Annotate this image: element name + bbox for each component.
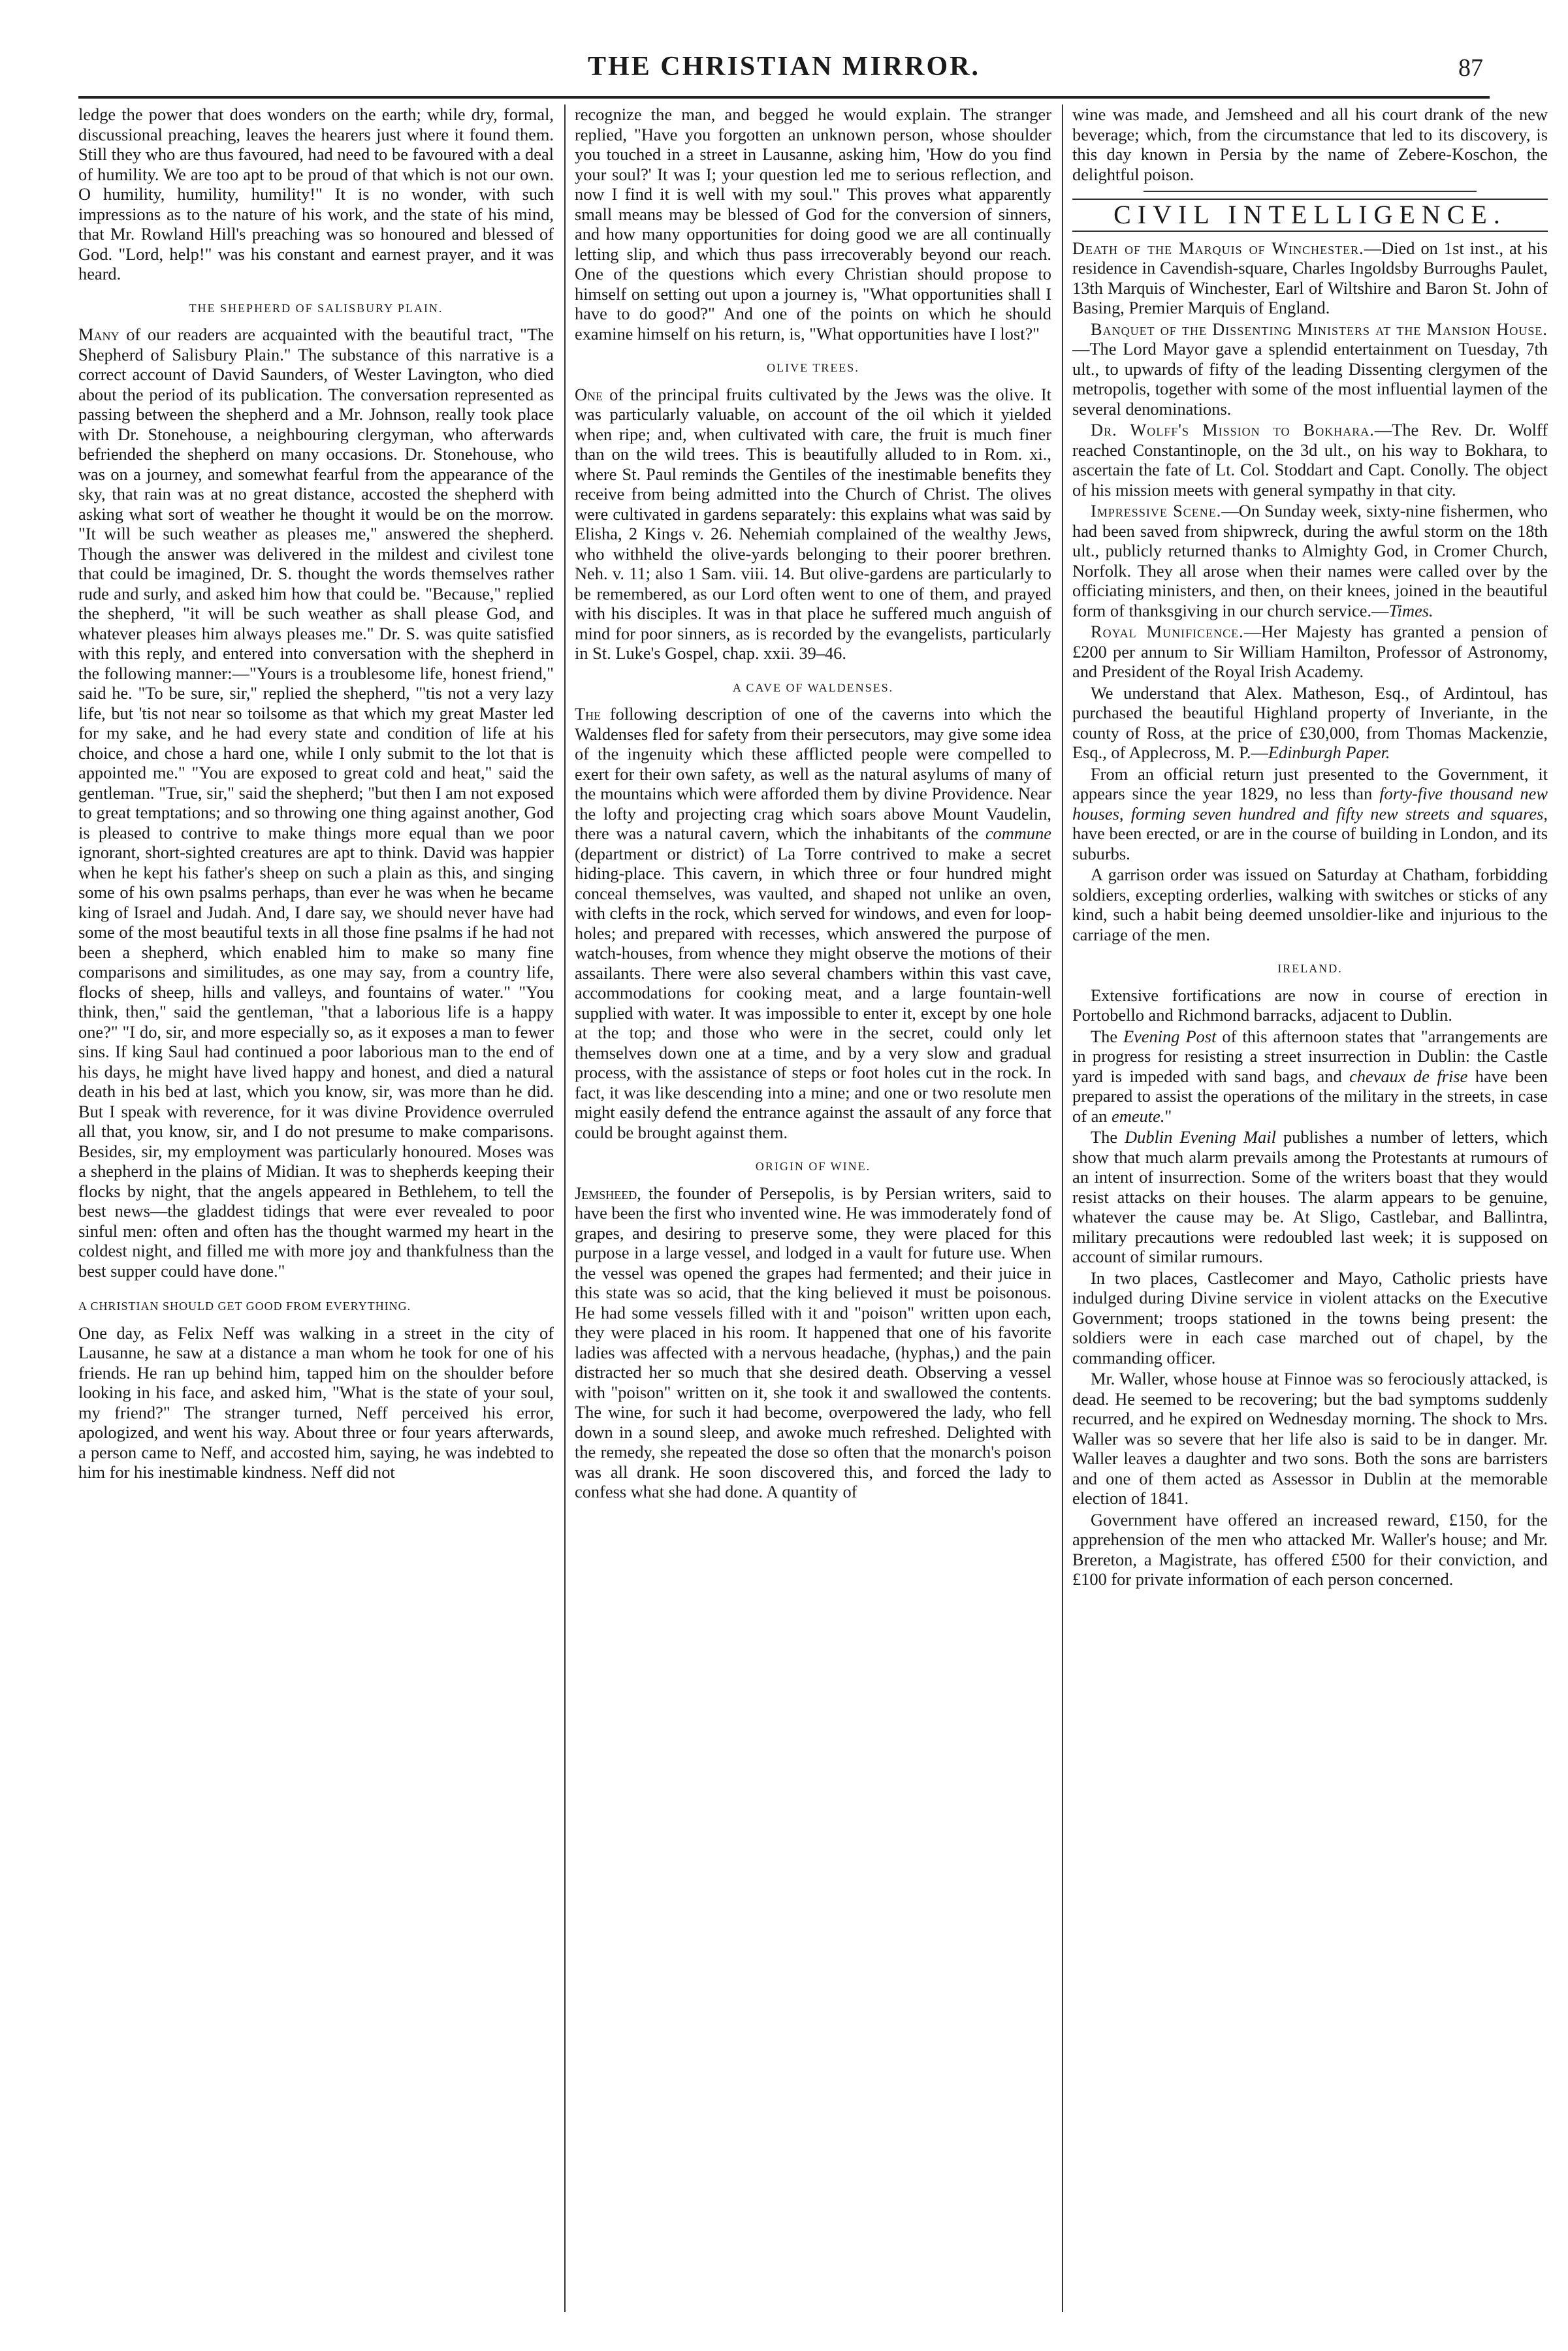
scene-source: Times.: [1388, 600, 1433, 620]
return-text-a: From an official return just presented to the Government, it appears since the year 1829, no less than: [1072, 763, 1548, 803]
wine-article-cont: wine was made, and Jemsheed and all his court drank of the new beverage; which, from the circumstance that led to its discovery, is this day known in Persia by the name of Zebere-Koschon, the delightful poison.: [1072, 104, 1548, 184]
return-text-b: have been erected, or are in the course of building in London, and its suburbs.: [1072, 824, 1548, 863]
cave-lead-word: The: [575, 704, 601, 724]
running-title: THE CHRISTIAN MIRROR.: [588, 52, 980, 82]
castlecomer-item: In two places, Castlecomer and Mayo, Catholic priests have indulged during Divine service in violent attacks on the Executive Government; troops stationed in the towns being present: the soldiers were in each case marched out of chapel, by the commanding officer.: [1072, 1268, 1548, 1367]
neff-article-cont: recognize the man, and begged he would explain. The stranger replied, "Have you forgotten an unknown person, whose shoulder you touched in a street in Lausanne, asking him, 'How do you find your soul?' It was I; your question led me to serious reflection, and now I find it is well with my soul." This proves what apparently small means may be blessed of God for the conversion of sinners, and how many opportunities for doing good we are all continually letting slip, and which thus pass irrecoverably beyond our reach. One of the questions which every Christian should propose to himself on setting out upon a journey is, "What opportunities shall I have to do good?" And one of the points on which he should examine himself on his return, is, "What opportunities have I lost?": [575, 104, 1051, 344]
royal-lead: Royal Munificence.: [1091, 622, 1244, 641]
evening-post-item: The Evening Post of this afternoon states that "arrangements are in progress for resisting a street insurrection in Dublin: the Castle yard is impeded with sand bags, and chevaux de frise have been prepared to assist the operations of the military in the streets, in case of an emeute.": [1072, 1026, 1548, 1126]
post-b: of this afternoon states that "arrangements are in progress for resisting a street insurrection in Dublin: the Castle yard is impeded with sand bags, and: [1072, 1026, 1548, 1086]
wolff-text: —The Rev. Dr. Wolff reached Constantinople, on the 3d ult., on his way to Bokhara, to ascertain the fate of Lt. Col. Stoddart and Capt. Conolly. The object of his mission meets with general sympathy in that city.: [1072, 420, 1548, 500]
wolff-item: [1072, 420, 1548, 500]
column-3: [1072, 104, 1548, 2325]
royal-item: [1072, 622, 1548, 682]
post-title: Evening Post: [1123, 1026, 1217, 1046]
evening-mail-item: [1072, 1127, 1548, 1267]
mail-title: Dublin Evening Mail: [1125, 1127, 1276, 1147]
page-header: [78, 39, 1490, 91]
post-italic: chevaux de frise: [1349, 1066, 1468, 1086]
mail-a: The: [1091, 1127, 1118, 1147]
shepherd-lead-word: Many: [78, 325, 120, 344]
return-italic: forty-five thousand new houses, forming seven hundred and fifty new streets and squares,: [1072, 784, 1548, 824]
shepherd-article: [78, 325, 554, 1281]
mail-b: publishes a number of letters, which show that much alarm prevails among the Protestants at rumours of an intent of insurrection. Some of the writers boast that they would resist attacks on their houses. The alarm appears to be genuine, whatever the cause may be. At Sligo, Castlebar, and Ballintra, military precautions were redoubled last week; it is supposed on account of similar rumours.: [1072, 1127, 1548, 1266]
winchester-lead: Death of the Marquis of Winchester.: [1072, 238, 1364, 258]
matheson-source: Edinburgh Paper.: [1268, 743, 1390, 762]
civil-intelligence-heading: CIVIL INTELLIGENCE.: [1072, 199, 1548, 232]
olive-lead-word: One: [575, 384, 603, 404]
reward-item: Government have offered an increased reward, £150, for the apprehension of the men who attacked Mr. Waller's house; and Mr. Brereton, a Magistrate, has offered £500 for their conviction, and £100 for private information of each person concerned.: [1072, 1509, 1548, 1589]
heading-cave: A CAVE OF WALDENSES.: [732, 680, 894, 694]
winchester-text: —Died on 1st inst., at his residence in Cavendish-square, Charles Ingoldsby Burroughs Paulet, 13th Marquis of Winchester, Earl of Wiltshire and Baron St. John of Basing, Premier Marquis of England.: [1072, 238, 1548, 317]
hill-article-end: ledge the power that does wonders on the earth; while dry, formal, discussional preaching, leaves the hearers just where it found them. Still they who are thus favoured, had need to be favoured with a deal of humility. We are too apt to be proud of that which is not our own. O humility, humility, humility!" It is no wonder, with such impressions as to the nature of his work, and the state of his mind, that Mr. Rowland Hill's preaching was so honoured and blessed of God. "Lord, help!" was his constant and earnest prayer, and it was heard.: [78, 104, 554, 283]
cave-text-2: (department or district) of La Torre contrived to make a secret hiding-place. This cavern, in which three or four hundred might conceal themselves, was vaulted, and shaped not unlike an oven, with clefts in the rock, which served for windows, and even for loop-holes; and prepared with recesses, which answered the purpose of watch-houses, from whence they might observe the motions of their assailants. There were also several chambers within this vast cave, accommodations for cooking meat, and a large fountain-well supplied with water. It was impossible to enter it, except by one hole at the top; and those who were in the secret, could only let themselves down one at a time, and by a very slow and gradual process, with the assistance of steps or foot holes cut in the rock. In fact, it was like descending into a mine; and one or two resolute men might easily defend the entrance against the assault of any force that could be brought against them.: [575, 843, 1051, 1142]
heading-shepherd: THE SHEPHERD OF SALISBURY PLAIN.: [189, 301, 443, 315]
matheson-text: We understand that Alex. Matheson, Esq., of Ardintoul, has purchased the beautiful Highland property of Inveriante, in the county of Ross, at the price of £30,000, from Thomas Mackenzie, Esq., of Applecross, M. P.—: [1072, 682, 1548, 762]
banquet-item: [1072, 319, 1548, 419]
column-rule-right: [1062, 104, 1063, 2312]
heading-olive-trees: OLIVE TREES.: [767, 361, 859, 374]
column-1: [78, 104, 554, 2325]
page-number: 87: [1458, 54, 1483, 82]
cave-article: [575, 704, 1051, 1142]
banquet-text: —The Lord Mayor gave a splendid entertainment on Tuesday, 7th ult., to upwards of fifty of the leading Dissenting clergymen of the metropolis, together with some of the most influential laymen of the several denominations.: [1072, 339, 1548, 419]
scene-lead: Impressive Scene.: [1091, 501, 1222, 520]
wine-article: [575, 1183, 1051, 1502]
post-emeute: emeute.: [1112, 1106, 1165, 1126]
fortifications-item: Extensive fortifications are now in course of erection in Portobello and Richmond barracks, adjacent to Dublin.: [1072, 985, 1548, 1025]
heading-neff: A CHRISTIAN SHOULD GET GOOD FROM EVERYTHING.: [78, 1300, 411, 1313]
olive-article: [575, 385, 1051, 664]
cave-text: following description of one of the caverns into which the Waldenses fled for safety from their persecutors, may give some idea of the ingenuity which these afflicted people were compelled to exert for their own safety, as well as the natural asylums of many of the mountains which were afforded them by divine Providence. Near the lofty and projecting crag which soars above Mount Vaudelin, there was a natural cavern, which the inhabitants of the: [575, 704, 1051, 843]
return-item: [1072, 764, 1548, 864]
cave-commune: commune: [985, 824, 1051, 843]
garrison-item: A garrison order was issued on Saturday at Chatham, forbidding soldiers, excepting orderlies, walking with switches or sticks of any kind, such a habit being deemed unsoldier-like and injurious to the carriage of the men.: [1072, 865, 1548, 944]
wine-text: the founder of Persepolis, is by Persian writers, said to have been the first who invented wine. He was immoderately fond of grapes, and desiring to preserve some, they were placed for this purpose in a large vessel, and lodged in a vault for future use. When the vessel was opened the grapes had fermented; and their juice in this state was so acid, that the king believed it must be poisonous. He had some vessels filled with it and "poison" written upon each, they were placed in his room. It happened that one of his favorite ladies was affected with a nervous headache, (hyphas,) and the pain distracted her so much that she desired death. Observing a vessel with "poison" written on it, she took it and swallowed the contents. The wine, for such it had become, overpowered the lady, who fell down in a sound sleep, and awoke much refreshed. Delighted with the remedy, she repeated the dose so often that the monarch's poison was all drank. He soon discovered this, and forced the lady to confess what she had done. A quantity of: [575, 1183, 1051, 1501]
column-rule-left: [564, 104, 566, 2312]
waller-item: Mr. Waller, whose house at Finnoe was so ferociously attacked, is dead. He seemed to be recovering; but the bad symptoms suddenly recurred, and he expired on Wednesday morning. The shock to Mrs. Waller was so severe that her life also is said to be in danger. Mr. Waller leaves a daughter and two sons. Both the sons are barristers and one of them acted as Assessor in Dublin at the memorable election of 1841.: [1072, 1369, 1548, 1508]
header-rule: [78, 96, 1490, 99]
banquet-lead: Banquet of the Dissenting Ministers at the Mansion House.: [1091, 319, 1548, 339]
scene-item: [1072, 501, 1548, 620]
scene-text: —On Sunday week, sixty-nine fishermen, who had been saved from shipwreck, during the awful storm on the 18th ult., publicly returned thanks to Almighty God, in Cromer Church, Norfolk. They all arose when their names were called over by the officiating ministers, and then, on their knees, joined in the beautiful form of thanksgiving in our church service.—: [1072, 501, 1548, 620]
heading-ireland: IRELAND.: [1277, 962, 1343, 975]
column-2: [575, 104, 1051, 2325]
heading-origin-of-wine: ORIGIN OF WINE.: [755, 1160, 871, 1173]
post-a: The: [1091, 1026, 1118, 1046]
royal-text: —Her Majesty has granted a pension of £200 per annum to Sir William Hamilton, Professor of Astronomy, and President of the Royal Irish Academy.: [1072, 622, 1548, 681]
shepherd-text: of our readers are acquainted with the beautiful tract, "The Shepherd of Salisbury Plain." The substance of this narrative is a correct account of David Saunders, of Wester Lavington, who died about the period of its publication. The conversation represented as passing between the shepherd and a Mr. Johnson, really took place with Dr. Stonehouse, a neighbouring clergyman, who afterwards befriended the shepherd on many occasions. Dr. Stonehouse, who was on a journey, and somewhat fearful from the appearance of the sky, that rain was at no great distance, accosted the shepherd with asking what sort of weather he thought it would be on the morrow. "It will be such weather as pleases me," answered the shepherd. Though the answer was delivered in the mildest and civilest tone that could be imagined, Dr. S. thought the words themselves rather rude and surly, and asked him how that could be. "Because," replied the shepherd, "it will be such weather as shall please God, and whatever pleases him always pleases me." Dr. S. was quite satisfied with this reply, and entered into conversation with the shepherd in the following manner:—"Yours is a troublesome life, honest friend," said he. "To be sure, sir," replied the shepherd, "'tis not a very lazy life, but 'tis not near so toilsome as that which my great Master led for my sake, and he had every state and condition of life at his choice, and chose a hard one, while I only submit to the lot that is appointed me." "You are exposed to great cold and heat," said the gentleman. "True, sir," said the shepherd; "but then I am not exposed to great temptations; and so throwing one thing against another, God is pleased to contrive to make things more equal than we poor ignorant, short-sighted creatures are apt to think. David was happier when he kept his father's sheep on such a plain as this, and singing some of his own psalms perhaps, than ever he was when he became king of Israel and Judah. And, I dare say, we should never have had some of the most beautiful texts in all those fine psalms if he had not been a shepherd, which enabled him to make so many fine comparisons and similitudes, as one may say, from a country life, flocks of sheep, hills and valleys, and fountains of water." "You think, then," said the gentleman, "that a laborious life is a happy one?" "I do, sir, and more especially so, as it exposes a man to fewer sins. If king Saul had continued a poor laborious man to the end of his days, he might have lived happy and honest, and died a natural death in his bed at last, which you know, sir, was more than he did. But I speak with reverence, for it was divine Providence overruled all that, you know, sir, and I do not presume to make comparisons. Besides, sir, my employment was particularly honoured. Moses was a shepherd in the plains of Midian. It was to shepherds keeping their flocks by night, that the angels appeared in Bethlehem, to tell the best news—the gladdest tidings that were ever revealed to poor sinful men: often and often has the thought warmed my heart in the coldest night, and filled me with more joy and thankfulness than the best supper could have done.": [78, 325, 554, 1281]
neff-article: One day, as Felix Neff was walking in a street in the city of Lausanne, he saw at a distance a man whom he took for one of his friends. He ran up behind him, tapped him on the shoulder before looking in his face, and asked him, "What is the state of your soul, my friend?" The stranger turned, Neff perceived his error, apologized, and went his way. About three or four years afterwards, a person came to Neff, and accosted him, saying, he was indebted to him for his inestimable kindness. Neff did not: [78, 1322, 554, 1482]
olive-text: of the principal fruits cultivated by the Jews was the olive. It was particularly valuable, on account of the oil which it yielded when ripe; and, when cultivated with care, the fruit is much finer than on the wild trees. This is beautifully alluded to in Rom. xi., where St. Paul reminds the Gentiles of the inestimable benefits they receive from being admitted into the Church of Christ. The olives were cultivated in gardens separately: this explains what was said by Elisha, 2 Kings v. 26. Nehemiah complained of the wealthy Jews, who withheld the olive-yards belonging to their poorer brethren. Neh. v. 11; also 1 Sam. viii. 14. But olive-gardens are particularly to be remembered, as our Lord often went to one of them, and prayed with his disciples. It was in that place he suffered much anguish of mind for poor sinners, as is recorded by the evangelists, particularly in St. Luke's Gospel, chap. xxii. 39–46.: [575, 384, 1051, 663]
winchester-item: [1072, 238, 1548, 318]
wolff-lead: Dr. Wolff's Mission to Bokhara.: [1091, 420, 1375, 440]
matheson-item: [1072, 683, 1548, 763]
wine-lead-word: Jemsheed,: [575, 1183, 641, 1203]
post-c: have been prepared to assist the operations of the military in the streets, in case of an: [1072, 1066, 1548, 1126]
section-divider: [1144, 191, 1477, 192]
